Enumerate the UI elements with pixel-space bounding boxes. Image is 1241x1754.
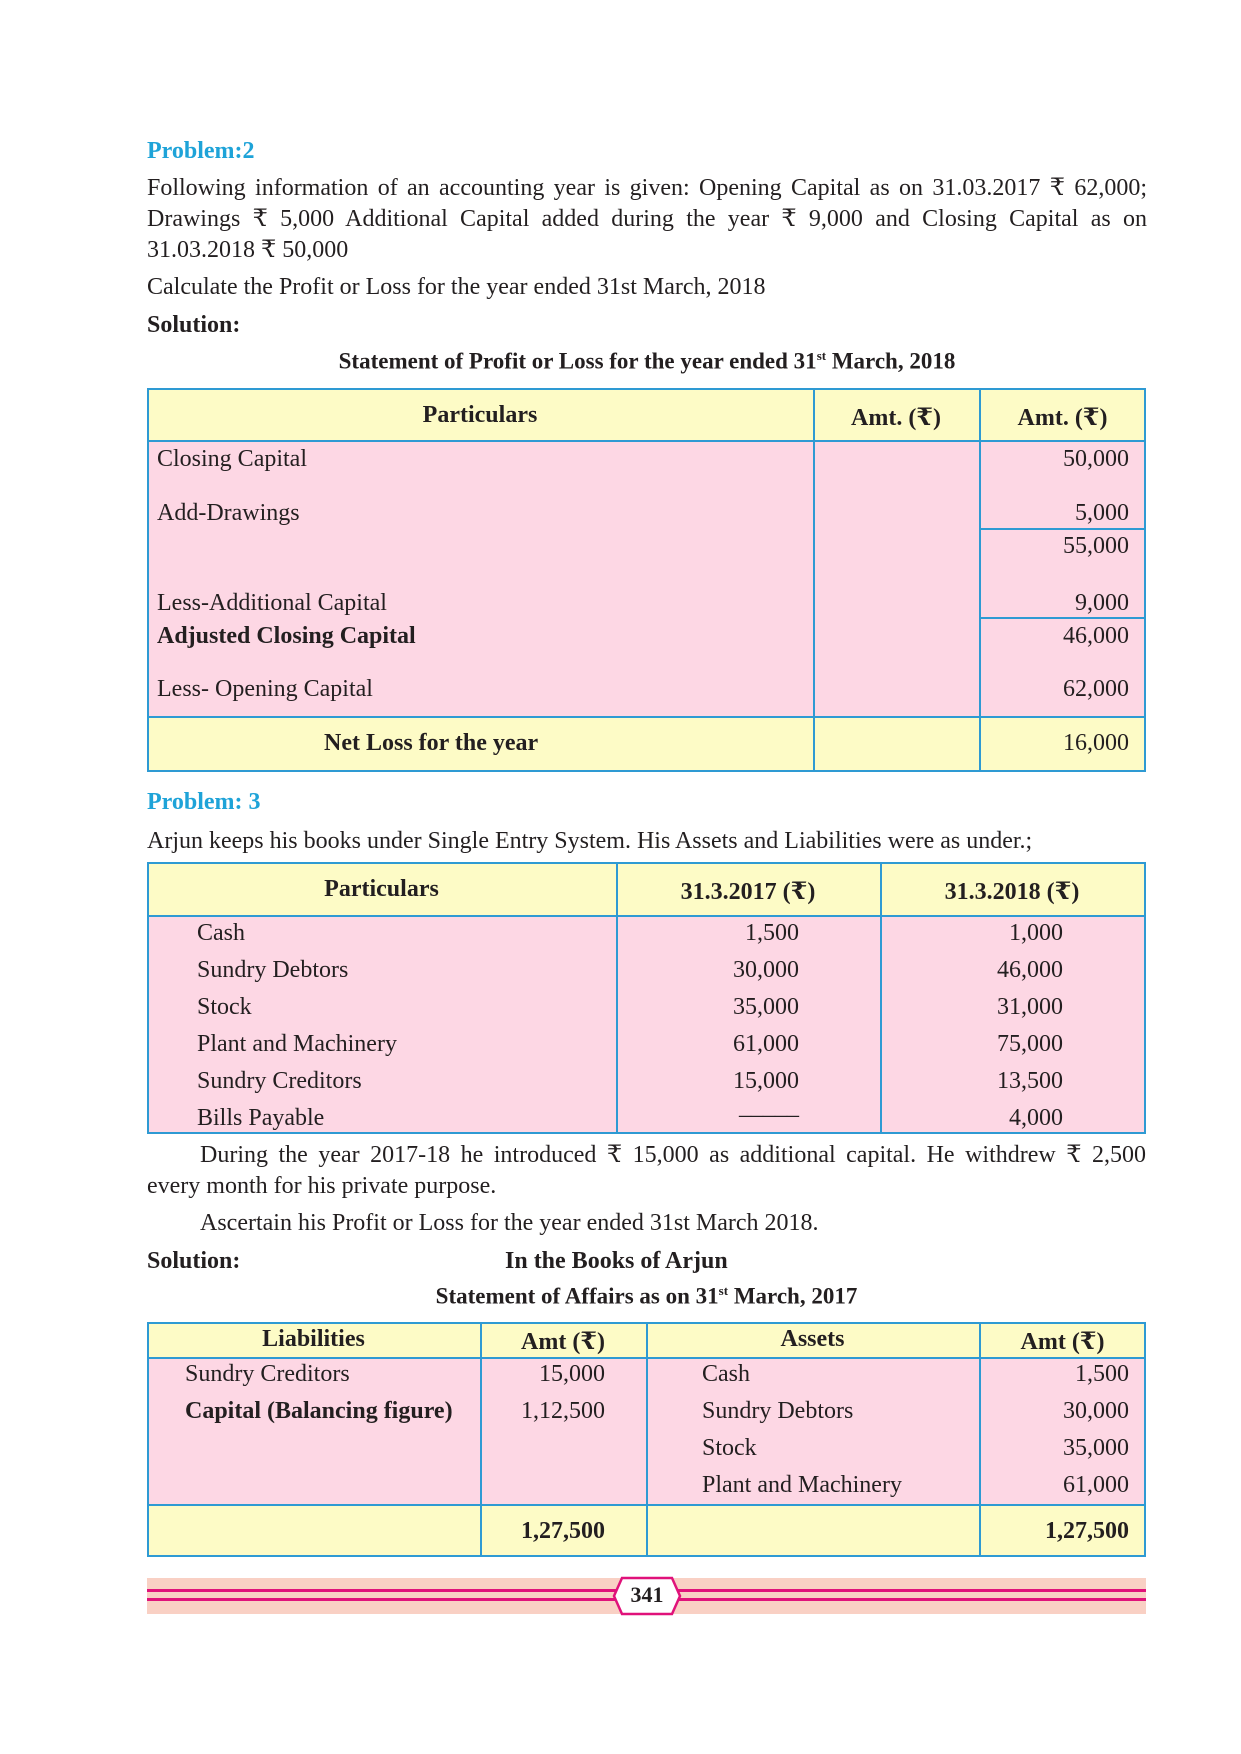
statement-title-text: Statement of Profit or Loss for the year ended 31	[338, 348, 817, 374]
solution-label: Solution:	[147, 312, 241, 338]
problem-3-intro: Arjun keeps his books under Single Entry System. His Assets and Liabilities were as under.;	[147, 828, 1033, 854]
header-2017: 31.3.2017 (₹)	[680, 879, 816, 905]
problem-3-paragraph	[147, 1140, 1146, 1202]
row-label: Less- Opening Capital	[157, 676, 373, 702]
row-2017: 15,000	[733, 1068, 799, 1094]
affairs-title-end: March, 2017	[728, 1283, 858, 1309]
row-2017: 1,500	[745, 920, 799, 946]
books-title: In the Books of Arjun	[505, 1248, 728, 1274]
row-amount: 50,000	[1063, 446, 1129, 472]
row-label: Plant and Machinery	[197, 1031, 397, 1057]
problem-2-heading: Problem:2	[147, 138, 255, 164]
asset-label: Sundry Debtors	[702, 1398, 854, 1424]
row-label: Less-Additional Capital	[157, 590, 387, 616]
question-line: Drawings ₹ 5,000 Additional Capital added during the year ₹ 9,000 and Closing Capital as on	[147, 206, 1147, 232]
problem-2-task: Calculate the Profit or Loss for the year ended 31st March, 2018	[147, 274, 766, 300]
row-label: Sundry Debtors	[197, 957, 349, 983]
row-amount: 55,000	[1063, 533, 1129, 559]
header-asset-amount: Amt (₹)	[1020, 1329, 1105, 1355]
header-liabilities: Liabilities	[262, 1326, 365, 1352]
asset-label: Plant and Machinery	[702, 1472, 902, 1498]
header-assets: Assets	[780, 1326, 845, 1352]
affairs-title-text: Statement of Affairs as on 31	[435, 1283, 719, 1309]
page-number: 341	[630, 1582, 664, 1607]
row-label: Adjusted Closing Capital	[157, 623, 416, 649]
footer-label: Net Loss for the year	[324, 730, 539, 756]
statement-title	[147, 348, 1147, 375]
asset-label: Cash	[702, 1361, 750, 1387]
row-amount: 62,000	[1063, 676, 1129, 702]
liability-label: Sundry Creditors	[185, 1361, 350, 1387]
row-2017-blank: _____	[739, 1094, 799, 1120]
asset-amount: 61,000	[1063, 1472, 1129, 1498]
affairs-title-sup: st	[718, 1283, 729, 1298]
row-2018: 1,000	[1009, 920, 1063, 946]
statement-of-affairs-table	[147, 1322, 1146, 1557]
row-amount: 5,000	[1075, 500, 1129, 526]
row-label: Cash	[197, 920, 245, 946]
para-line: every month for his private purpose.	[147, 1173, 497, 1199]
question-line: 31.03.2018 ₹ 50,000	[147, 237, 349, 263]
problem-2-question	[147, 173, 1147, 266]
liability-label: Capital (Balancing figure)	[185, 1398, 453, 1424]
row-label: Sundry Creditors	[197, 1068, 362, 1094]
profit-loss-table	[147, 388, 1146, 772]
affairs-title	[147, 1283, 1146, 1310]
statement-title-sup: st	[816, 348, 827, 363]
header-particulars: Particulars	[422, 402, 538, 428]
problem-3-heading: Problem: 3	[147, 789, 261, 815]
row-2018: 75,000	[997, 1031, 1063, 1057]
row-2018: 13,500	[997, 1068, 1063, 1094]
header-particulars: Particulars	[324, 876, 439, 902]
asset-amount: 35,000	[1063, 1435, 1129, 1461]
asset-label: Stock	[702, 1435, 757, 1461]
row-label: Add-Drawings	[157, 500, 300, 526]
row-2018: 31,000	[997, 994, 1063, 1020]
asset-amount: 30,000	[1063, 1398, 1129, 1424]
para-line: During the year 2017-18 he introduced ₹ 15,000 as additional capital. He withdrew ₹ 2,500	[200, 1142, 1147, 1168]
liability-amount: 1,12,500	[521, 1398, 605, 1424]
row-label: Stock	[197, 994, 252, 1020]
total-liabilities: 1,27,500	[521, 1518, 605, 1544]
problem-3-task: Ascertain his Profit or Loss for the year ended 31st March 2018.	[200, 1210, 819, 1236]
row-label: Bills Payable	[197, 1105, 325, 1131]
asset-amount: 1,500	[1075, 1361, 1129, 1387]
row-label: Closing Capital	[157, 446, 307, 472]
assets-liabilities-table	[147, 862, 1146, 1134]
row-amount: 46,000	[1063, 623, 1129, 649]
row-amount: 9,000	[1075, 590, 1129, 616]
row-2018: 46,000	[997, 957, 1063, 983]
header-2018: 31.3.2018 (₹)	[944, 879, 1080, 905]
header-amount-1: Amt. (₹)	[851, 405, 941, 431]
header-amount-2: Amt. (₹)	[1017, 405, 1108, 431]
row-2017: 61,000	[733, 1031, 799, 1057]
row-2017: 35,000	[733, 994, 799, 1020]
footer-amount: 16,000	[1063, 730, 1129, 756]
liability-amount: 15,000	[539, 1361, 605, 1387]
header-liab-amount: Amt (₹)	[521, 1329, 605, 1355]
statement-title-end: March, 2018	[826, 348, 956, 374]
row-2018: 4,000	[1009, 1105, 1063, 1131]
solution-label: Solution:	[147, 1248, 241, 1274]
row-2017: 30,000	[733, 957, 799, 983]
total-assets: 1,27,500	[1045, 1518, 1129, 1544]
question-line: Following information of an accounting year is given: Opening Capital as on 31.03.2017 ₹ 62,000;	[147, 175, 1147, 201]
